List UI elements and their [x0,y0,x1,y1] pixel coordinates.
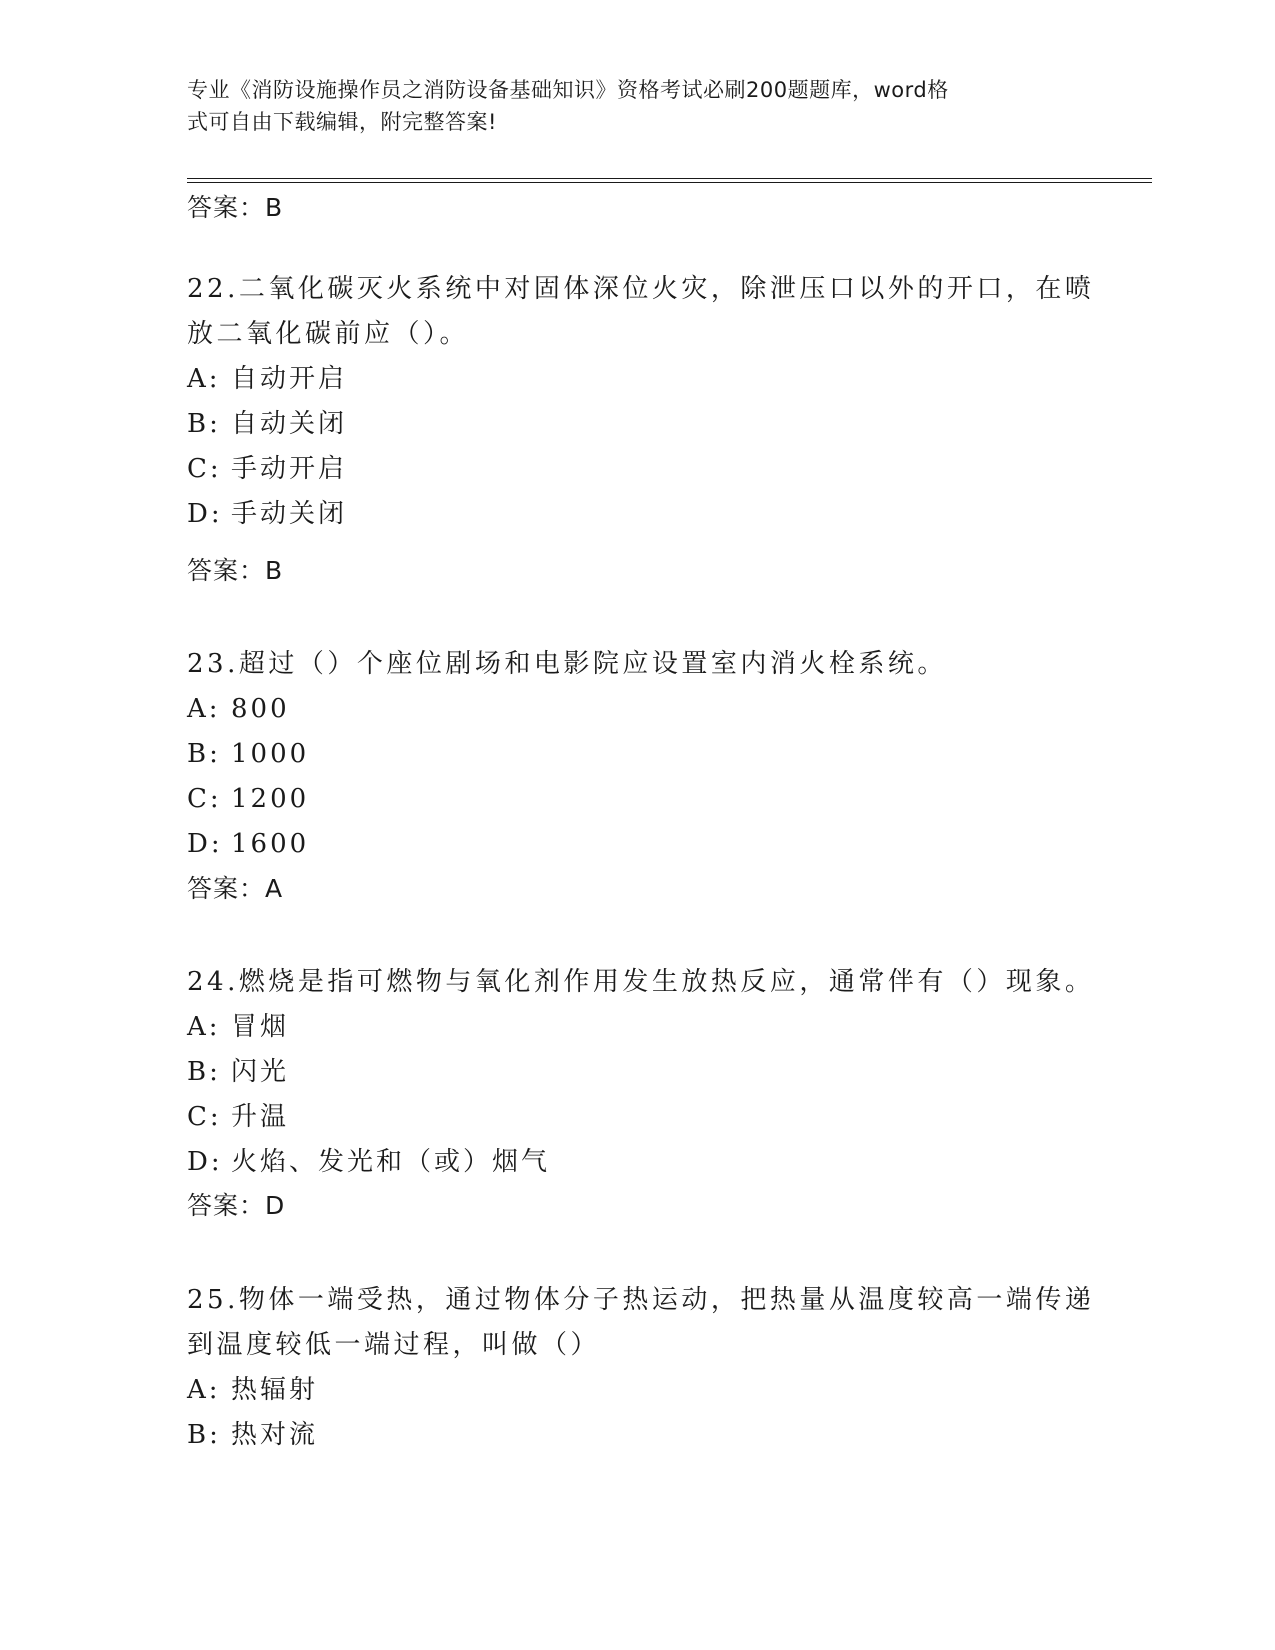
option-key: D: [187,829,223,859]
header-line-1: 专业《消防设施操作员之消防设备基础知识》资格考试必刷200题题库，word格 [187,78,949,102]
option-b [187,732,1127,777]
question-stem-line-2: 放二氧化碳前应（）。 [187,319,470,349]
option-key: C: [187,454,222,484]
option-key: B: [187,739,221,769]
option-text: 热辐射 [231,1375,319,1405]
question-24 [187,960,1127,1185]
option-text: 手动关闭 [231,499,348,529]
question-stem-line-1: 22.二氧化碳灭火系统中对固体深位火灾，除泄压口以外的开口，在喷 [187,274,1095,304]
option-key: A: [187,1012,221,1042]
option-c [187,777,1127,822]
option-b [187,1413,1127,1458]
option-text: 冒烟 [231,1012,290,1042]
option-c [187,447,1127,492]
option-key: C: [187,784,222,814]
option-key: B: [187,1057,221,1087]
option-text: 1200 [231,784,310,814]
option-c [187,1095,1127,1140]
header-divider-bottom [187,182,1152,183]
option-key: A: [187,364,221,394]
question-stem-line-2: 到温度较低一端过程，叫做（） [187,1330,601,1360]
option-text: 升温 [231,1102,290,1132]
option-text: 1000 [231,739,310,769]
header-divider-top [187,178,1152,179]
option-text: 自动开启 [231,364,348,394]
question-stem-line-1: 23.超过（）个座位剧场和电影院应设置室内消火栓系统。 [187,649,947,679]
option-key: A: [187,694,221,724]
prev-answer: 答案：B [187,193,284,222]
option-text: 手动开启 [231,454,348,484]
answer-23: 答案：A [187,874,284,903]
option-text: 自动关闭 [231,409,348,439]
option-text: 800 [231,694,290,724]
header-line-2: 式可自由下载编辑，附完整答案! [187,110,497,134]
answer-22: 答案：B [187,556,284,585]
question-22 [187,267,1127,537]
option-key: A: [187,1375,221,1405]
option-key: D: [187,1147,223,1177]
option-a [187,1005,1127,1050]
option-d [187,492,1127,537]
option-key: C: [187,1102,222,1132]
option-text: 1600 [231,829,310,859]
option-a [187,687,1127,732]
option-text: 闪光 [231,1057,290,1087]
question-stem-line-1: 24.燃烧是指可燃物与氧化剂作用发生放热反应，通常伴有（）现象。 [187,967,1095,997]
answer-24: 答案：D [187,1191,286,1220]
option-text: 火焰、发光和（或）烟气 [231,1147,551,1177]
option-key: B: [187,409,221,439]
option-key: D: [187,499,223,529]
option-key: B: [187,1420,221,1450]
option-text: 热对流 [231,1420,319,1450]
option-b [187,402,1127,447]
question-25 [187,1278,1127,1458]
question-23 [187,642,1127,867]
question-stem-line-1: 25.物体一端受热，通过物体分子热运动，把热量从温度较高一端传递 [187,1285,1095,1315]
option-a [187,357,1127,402]
document-header [187,74,1067,138]
option-d [187,1140,1127,1185]
document-page [187,0,1152,1650]
option-a [187,1368,1127,1413]
option-b [187,1050,1127,1095]
option-d [187,822,1127,867]
